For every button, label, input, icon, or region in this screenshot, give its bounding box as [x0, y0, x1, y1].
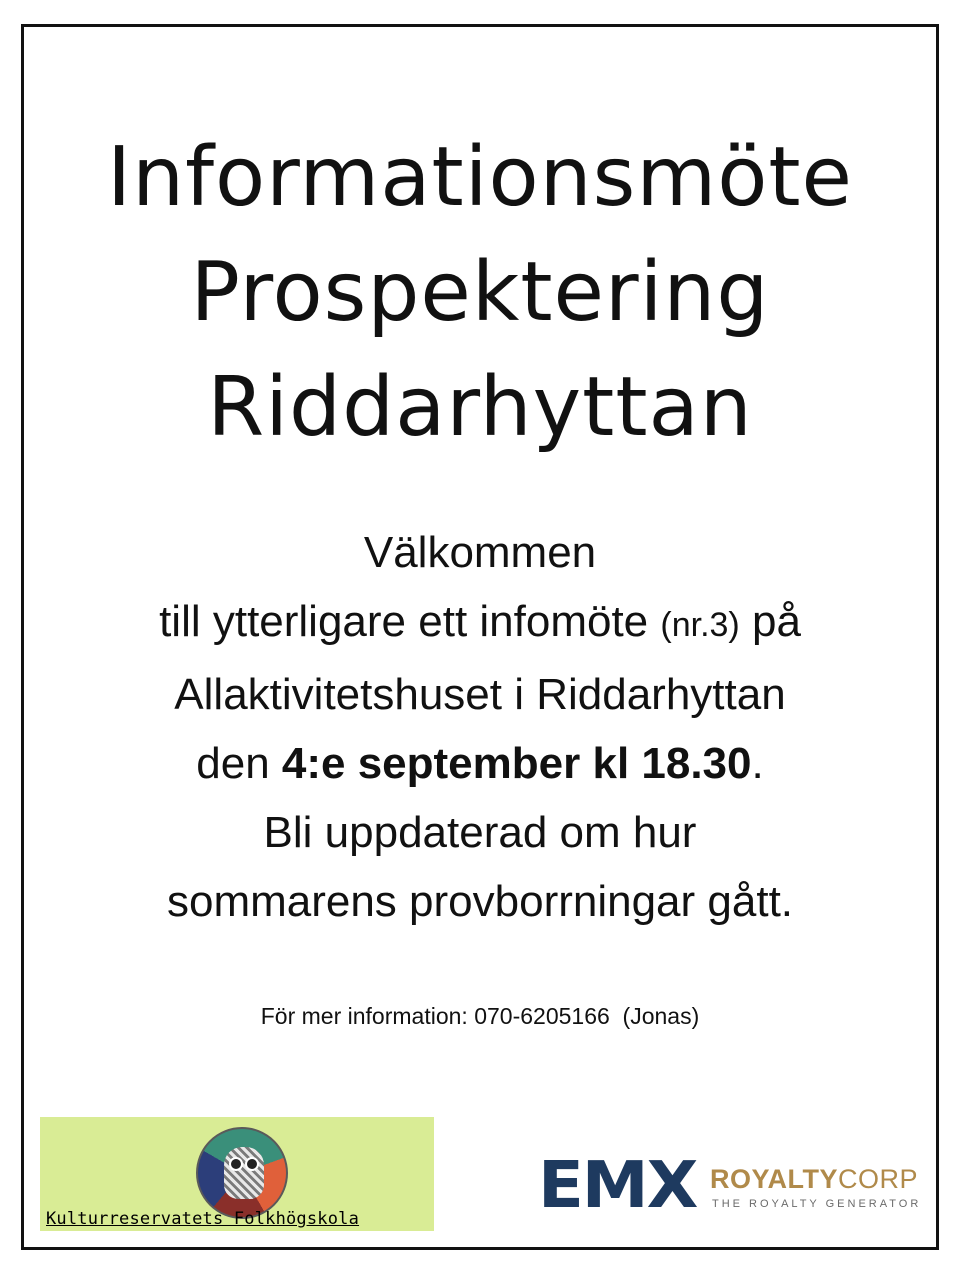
- date-line: [21, 729, 939, 798]
- folkhogskola-logo: [40, 1117, 434, 1231]
- owl-icon: [196, 1127, 288, 1219]
- meeting-number: (nr.3): [660, 606, 740, 644]
- royalty-tagline: THE ROYALTY GENERATOR: [712, 1198, 922, 1210]
- contact-info: För mer information: 070-6205166 (Jonas): [260, 1003, 700, 1029]
- emx-royaltycorp-logo: [538, 1149, 922, 1223]
- date-prefix: den: [196, 739, 282, 788]
- owl-eye-right: [245, 1157, 259, 1171]
- owl-body: [224, 1147, 264, 1199]
- date-time: 4:e september kl 18.30: [281, 739, 752, 788]
- date-suffix: .: [751, 739, 764, 788]
- royalty-word: ROYALTY: [710, 1164, 839, 1194]
- drilling-line: sommarens provborrningar gått.: [166, 877, 794, 926]
- emx-wordmark: EMX: [538, 1149, 697, 1223]
- meeting-line-end: på: [739, 597, 801, 646]
- owl-eye-left: [229, 1157, 243, 1171]
- welcome-line: Välkommen: [363, 528, 597, 577]
- meeting-line-text: till ytterligare ett infomöte: [159, 597, 661, 646]
- corp-word: CORP: [838, 1164, 919, 1194]
- title-line-1: Informationsmöte: [106, 130, 854, 225]
- school-name: Kulturreservatets Folkhögskola: [46, 1209, 360, 1229]
- update-line: Bli uppdaterad om hur: [263, 808, 697, 857]
- title-line-3: Riddarhyttan: [207, 360, 753, 455]
- invitation-text: [21, 518, 939, 936]
- poster-title: [21, 120, 939, 465]
- title-line-2: Prospektering: [190, 245, 770, 340]
- meeting-line: [21, 587, 939, 660]
- venue-line: Allaktivitetshuset i Riddarhyttan: [174, 670, 786, 719]
- royaltycorp-wordmark: [710, 1164, 918, 1194]
